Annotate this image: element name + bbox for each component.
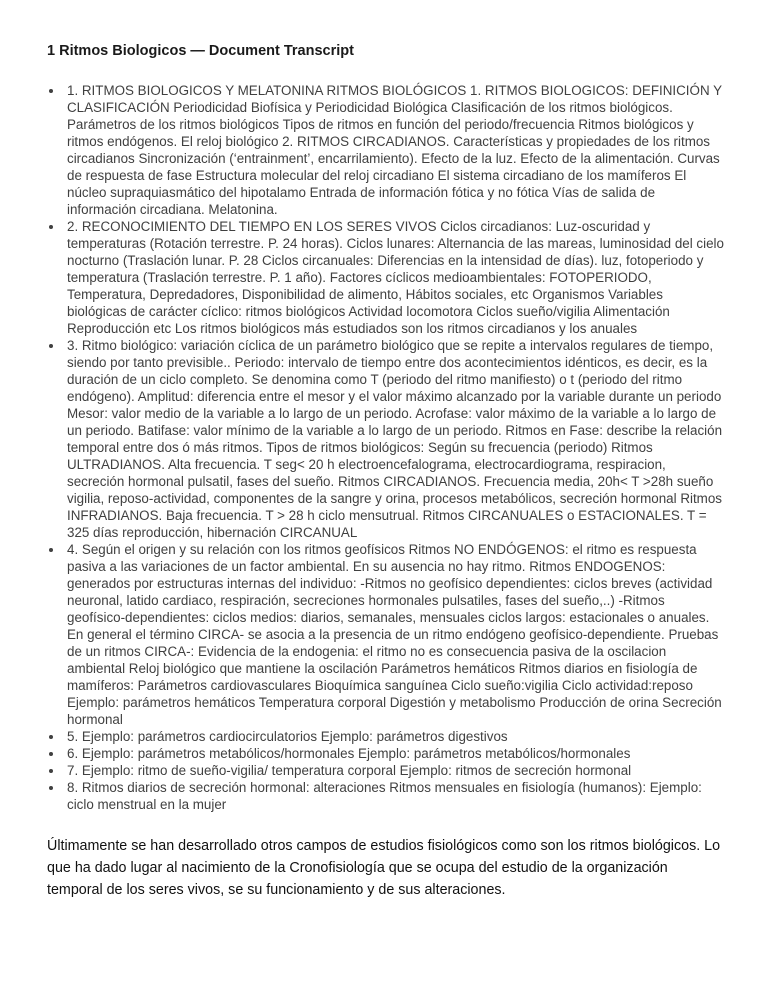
list-item: 5. Ejemplo: parámetros cardiocirculatorios Ejemplo: parámetros digestivos [67,728,726,745]
list-item: 1. RITMOS BIOLOGICOS Y MELATONINA RITMOS BIOLÓGICOS 1. RITMOS BIOLOGICOS: DEFINICIÓN Y CLASIFICACIÓN Periodicidad Biofísica y Periodicidad Biológica Clasificación de los ritmos biológicos. Parámetros de los ritmos biológicos Tipos de ritmos en función del periodo/frecuencia Ritmos biológicos y ritmos endógenos. El reloj biológico 2. RITMOS CIRCADIANOS. Características y propiedades de los ritmos circadianos Sincronización (‘entrainment’, encarrilamiento). Efecto de la luz. Efecto de la alimentación. Curvas de respuesta de fase Estructura molecular del reloj circadiano El sistema circadiano de los mamíferos El núcleo supraquiasmático del hipotalamo Entrada de información fótica y no fótica Vías de salida de información circadiana. Melatonina. [67,82,726,218]
list-item: 8. Ritmos diarios de secreción hormonal: alteraciones Ritmos mensuales en fisiología (humanos): Ejemplo: ciclo menstrual en la mujer [67,779,726,813]
document-title: 1 Ritmos Biologicos — Document Transcript [47,43,354,59]
list-item: 3. Ritmo biológico: variación cíclica de un parámetro biológico que se repite a intervalos regulares de tiempo, siendo por tanto previsible.. Periodo: intervalo de tiempo entre dos acontecimientos idénticos, es decir, es la duración de un ciclo completo. Se denomina como T (periodo del ritmo manifiesto) o t (periodo del ritmo endógeno). Amplitud: diferencia entre el mesor y el valor máximo alcanzado por la variable durante un periodo Mesor: valor medio de la variable a lo largo de un periodo. Acrofase: valor máximo de la variable a lo largo de un periodo. Batifase: valor mínimo de la variable a lo largo de un periodo. Ritmos en Fase: describe la relación temporal entre dos ó más ritmos. Tipos de ritmos biológicos: Según su frecuencia (periodo) Ritmos ULTRADIANOS. Alta frecuencia. T seg< 20 h electroencefalograma, electrocardiograma, respiracion, secreción hormonal pulsatil, fases del sueño. Ritmos CIRCADIANOS. Frecuencia media, 20h< T >28h sueño vigilia, reposo-actividad, componentes de la sangre y orina, procesos metabólicos, secreción hormonal Ritmos INFRADIANOS. Baja frecuencia. T > 28 h ciclo mensutrual. Ritmos CIRCANUALES o ESTACIONALES. T = 325 días reproducción, hibernación CIRCANUAL [67,337,726,541]
list-item: 2. RECONOCIMIENTO DEL TIEMPO EN LOS SERES VIVOS Ciclos circadianos: Luz-oscuridad y temperaturas (Rotación terrestre. P. 24 horas). Ciclos lunares: Alternancia de las mareas, luminosidad del cielo nocturno (Traslación lunar. P. 28 Ciclos circanuales: Diferencias en la intensidad de días). luz, fotoperiodo y temperatura (Traslación terrestre. P. 1 año). Factores cíclicos medioambientales: FOTOPERIODO, Temperatura, Depredadores, Disponibilidad de alimento, Hábitos sociales, etc Organismos Variables biológicas de carácter cíclico: ritmos biológicos Actividad locomotora Ciclos sueño/vigilia Alimentación Reproducción etc Los ritmos biológicos más estudiados son los ritmos circadianos y los anuales [67,218,726,337]
list-item: 4. Según el origen y su relación con los ritmos geofísicos Ritmos NO ENDÓGENOS: el ritmo es respuesta pasiva a las variaciones de un factor ambiental. En su ausencia no hay ritmo. Ritmos ENDOGENOS: generados por estructuras internas del individuo: -Ritmos no geofísico dependientes: ciclos breves (actividad neuronal, latido cardiaco, respiración, secreciones hormonales pulsatiles, fases del sueño,..) -Ritmos geofísico-dependientes: ciclos medios: diarios, semanales, mensuales ciclos largos: estacionales o anuales. En general el término CIRCA- se asocia a la presencia de un ritmo endógeno geofísico-dependiente. Pruebas de un ritmos CIRCA-: Evidencia de la endogenia: el ritmo no es consecuencia pasiva de la oscilacion ambiental Reloj biológico que mantiene la oscilación Parámetros hemáticos Ritmos diarios en fisiología de mamíferos: Parámetros cardiovasculares Bioquímica sanguínea Ciclo sueño:vigilia Ciclo actividad:reposo Ejemplo: parámetros hemáticos Temperatura corporal Digestión y metabolismo Producción de orina Secreción hormonal [67,541,726,728]
slide-list [47,82,726,813]
summary-paragraph: Últimamente se han desarrollado otros campos de estudios fisiológicos como son los ritmos biológicos. Lo que ha dado lugar al nacimiento de la Cronofisiología que se ocupa del estudio de la organización temporal de los seres vivos, se su funcionamiento y de sus alteraciones. [47,838,721,898]
list-item: 6. Ejemplo: parámetros metabólicos/hormonales Ejemplo: parámetros metabólicos/hormonales [67,745,726,762]
list-item: 7. Ejemplo: ritmo de sueño-vigilia/ temperatura corporal Ejemplo: ritmos de secreción hormonal [67,762,726,779]
